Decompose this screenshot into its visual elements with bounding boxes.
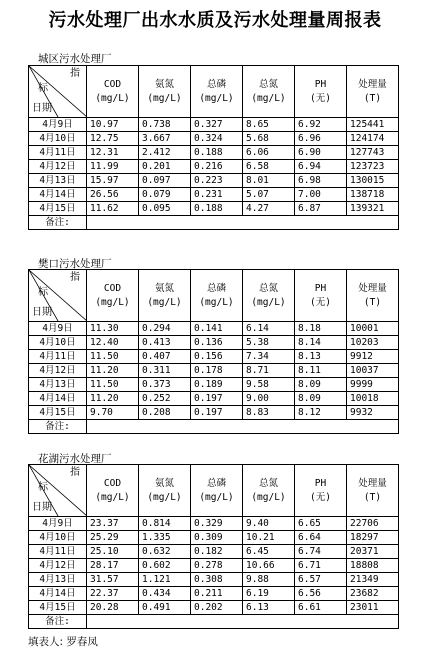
column-unit: (mg/L) bbox=[199, 296, 234, 308]
date-cell: 4月10日 bbox=[29, 132, 87, 146]
value-cell: 8.09 bbox=[295, 392, 347, 406]
table-row bbox=[29, 559, 399, 573]
table-header-row bbox=[29, 465, 399, 517]
value-cell: 28.17 bbox=[87, 559, 139, 573]
value-cell: 0.491 bbox=[139, 601, 191, 615]
value-cell: 0.178 bbox=[191, 364, 243, 378]
value-cell: 0.197 bbox=[191, 406, 243, 420]
value-cell: 10.21 bbox=[243, 531, 295, 545]
date-cell: 4月12日 bbox=[29, 160, 87, 174]
date-cell: 4月13日 bbox=[29, 174, 87, 188]
value-cell: 8.18 bbox=[295, 322, 347, 336]
value-cell: 23.37 bbox=[87, 517, 139, 531]
value-cell: 138718 bbox=[347, 188, 399, 202]
value-cell: 0.309 bbox=[191, 531, 243, 545]
date-cell: 4月15日 bbox=[29, 406, 87, 420]
corner-label-indicator: 指 bbox=[70, 272, 80, 283]
column-header bbox=[347, 465, 399, 517]
value-cell: 0.202 bbox=[191, 601, 243, 615]
value-cell: 25.29 bbox=[87, 531, 139, 545]
value-cell: 0.216 bbox=[191, 160, 243, 174]
column-header bbox=[87, 270, 139, 322]
value-cell: 6.74 bbox=[295, 545, 347, 559]
value-cell: 6.57 bbox=[295, 573, 347, 587]
value-cell: 6.90 bbox=[295, 146, 347, 160]
column-name: PH bbox=[314, 477, 327, 489]
value-cell: 0.327 bbox=[191, 118, 243, 132]
column-unit: (mg/L) bbox=[147, 296, 182, 308]
value-cell: 8.11 bbox=[295, 364, 347, 378]
corner-label-metric: 标 bbox=[38, 482, 48, 493]
table-row bbox=[29, 364, 399, 378]
date-cell: 4月12日 bbox=[29, 559, 87, 573]
value-cell: 0.602 bbox=[139, 559, 191, 573]
diagonal-header-cell bbox=[29, 66, 87, 118]
filled-by: 填表人: 罗春凤 bbox=[28, 636, 98, 648]
value-cell: 12.40 bbox=[87, 336, 139, 350]
column-name: 处理量 bbox=[358, 477, 387, 489]
value-cell: 20371 bbox=[347, 545, 399, 559]
value-cell: 5.07 bbox=[243, 188, 295, 202]
value-cell: 1.121 bbox=[139, 573, 191, 587]
value-cell: 0.211 bbox=[191, 587, 243, 601]
value-cell: 0.141 bbox=[191, 322, 243, 336]
column-header bbox=[191, 66, 243, 118]
value-cell: 8.01 bbox=[243, 174, 295, 188]
value-cell: 0.278 bbox=[191, 559, 243, 573]
value-cell: 0.201 bbox=[139, 160, 191, 174]
note-value bbox=[87, 420, 399, 434]
value-cell: 6.19 bbox=[243, 587, 295, 601]
table-row bbox=[29, 202, 399, 216]
value-cell: 0.434 bbox=[139, 587, 191, 601]
value-cell: 0.311 bbox=[139, 364, 191, 378]
note-label: 备注: bbox=[29, 420, 87, 434]
table-row bbox=[29, 573, 399, 587]
table-header-row bbox=[29, 66, 399, 118]
corner-label-indicator: 指 bbox=[70, 467, 80, 478]
column-unit: (无) bbox=[310, 296, 331, 308]
value-cell: 6.96 bbox=[295, 132, 347, 146]
value-cell: 6.92 bbox=[295, 118, 347, 132]
date-cell: 4月12日 bbox=[29, 364, 87, 378]
column-header bbox=[243, 270, 295, 322]
value-cell: 11.20 bbox=[87, 392, 139, 406]
value-cell: 0.197 bbox=[191, 392, 243, 406]
value-cell: 12.31 bbox=[87, 146, 139, 160]
column-header bbox=[87, 465, 139, 517]
value-cell: 2.412 bbox=[139, 146, 191, 160]
value-cell: 0.407 bbox=[139, 350, 191, 364]
column-header bbox=[243, 465, 295, 517]
column-name: COD bbox=[103, 282, 122, 294]
table-row bbox=[29, 406, 399, 420]
value-cell: 6.98 bbox=[295, 174, 347, 188]
table-row bbox=[29, 146, 399, 160]
table-row bbox=[29, 132, 399, 146]
column-header bbox=[191, 270, 243, 322]
value-cell: 3.667 bbox=[139, 132, 191, 146]
value-cell: 0.079 bbox=[139, 188, 191, 202]
date-cell: 4月11日 bbox=[29, 350, 87, 364]
column-name: 总磷 bbox=[206, 477, 226, 489]
value-cell: 9932 bbox=[347, 406, 399, 420]
value-cell: 11.50 bbox=[87, 350, 139, 364]
value-cell: 9.00 bbox=[243, 392, 295, 406]
value-cell: 8.83 bbox=[243, 406, 295, 420]
value-cell: 0.814 bbox=[139, 517, 191, 531]
value-cell: 1.335 bbox=[139, 531, 191, 545]
value-cell: 6.71 bbox=[295, 559, 347, 573]
value-cell: 7.34 bbox=[243, 350, 295, 364]
column-header bbox=[139, 66, 191, 118]
value-cell: 0.308 bbox=[191, 573, 243, 587]
value-cell: 0.223 bbox=[191, 174, 243, 188]
date-cell: 4月9日 bbox=[29, 118, 87, 132]
column-unit: (mg/L) bbox=[251, 296, 286, 308]
value-cell: 0.136 bbox=[191, 336, 243, 350]
column-unit: (mg/L) bbox=[147, 92, 182, 104]
value-cell: 0.182 bbox=[191, 545, 243, 559]
value-cell: 5.68 bbox=[243, 132, 295, 146]
table-row bbox=[29, 350, 399, 364]
value-cell: 6.56 bbox=[295, 587, 347, 601]
table-row bbox=[29, 378, 399, 392]
date-cell: 4月13日 bbox=[29, 573, 87, 587]
corner-label-metric: 标 bbox=[38, 287, 48, 298]
plant-table-block bbox=[28, 464, 398, 629]
date-cell: 4月14日 bbox=[29, 188, 87, 202]
value-cell: 0.294 bbox=[139, 322, 191, 336]
column-name: 总氮 bbox=[258, 477, 278, 489]
note-label: 备注: bbox=[29, 615, 87, 629]
column-unit: (mg/L) bbox=[95, 92, 130, 104]
value-cell: 0.738 bbox=[139, 118, 191, 132]
value-cell: 6.65 bbox=[295, 517, 347, 531]
value-cell: 23011 bbox=[347, 601, 399, 615]
value-cell: 9.88 bbox=[243, 573, 295, 587]
value-cell: 6.13 bbox=[243, 601, 295, 615]
value-cell: 0.095 bbox=[139, 202, 191, 216]
table-row bbox=[29, 336, 399, 350]
column-name: COD bbox=[103, 477, 122, 489]
plant-table-block bbox=[28, 269, 398, 434]
value-cell: 10037 bbox=[347, 364, 399, 378]
value-cell: 6.87 bbox=[295, 202, 347, 216]
table-row bbox=[29, 587, 399, 601]
value-cell: 0.329 bbox=[191, 517, 243, 531]
value-cell: 9.70 bbox=[87, 406, 139, 420]
column-unit: (无) bbox=[310, 491, 331, 503]
value-cell: 0.373 bbox=[139, 378, 191, 392]
column-name: COD bbox=[103, 78, 122, 90]
value-cell: 4.27 bbox=[243, 202, 295, 216]
value-cell: 11.50 bbox=[87, 378, 139, 392]
column-header bbox=[295, 66, 347, 118]
column-unit: (mg/L) bbox=[199, 491, 234, 503]
value-cell: 25.10 bbox=[87, 545, 139, 559]
value-cell: 20.28 bbox=[87, 601, 139, 615]
column-unit: (mg/L) bbox=[95, 296, 130, 308]
report-title: 污水处理厂出水水质及污水处理量周报表 bbox=[48, 10, 382, 31]
corner-label-date: 日期 bbox=[32, 502, 52, 513]
value-cell: 8.71 bbox=[243, 364, 295, 378]
value-cell: 6.45 bbox=[243, 545, 295, 559]
value-cell: 11.30 bbox=[87, 322, 139, 336]
value-cell: 11.20 bbox=[87, 364, 139, 378]
column-name: 处理量 bbox=[358, 78, 387, 90]
value-cell: 0.188 bbox=[191, 146, 243, 160]
column-header bbox=[87, 66, 139, 118]
column-unit: (T) bbox=[363, 92, 382, 104]
value-cell: 127743 bbox=[347, 146, 399, 160]
value-cell: 5.38 bbox=[243, 336, 295, 350]
value-cell: 0.231 bbox=[191, 188, 243, 202]
value-cell: 123723 bbox=[347, 160, 399, 174]
value-cell: 8.09 bbox=[295, 378, 347, 392]
column-name: 氨氮 bbox=[154, 78, 174, 90]
value-cell: 9.40 bbox=[243, 517, 295, 531]
value-cell: 0.208 bbox=[139, 406, 191, 420]
value-cell: 125441 bbox=[347, 118, 399, 132]
value-cell: 10.97 bbox=[87, 118, 139, 132]
plant-name: 樊口污水处理厂 bbox=[38, 258, 112, 270]
value-cell: 6.58 bbox=[243, 160, 295, 174]
value-cell: 139321 bbox=[347, 202, 399, 216]
water-quality-table bbox=[28, 65, 399, 230]
value-cell: 11.99 bbox=[87, 160, 139, 174]
column-header bbox=[347, 66, 399, 118]
value-cell: 0.188 bbox=[191, 202, 243, 216]
note-value bbox=[87, 216, 399, 230]
value-cell: 15.97 bbox=[87, 174, 139, 188]
value-cell: 0.252 bbox=[139, 392, 191, 406]
corner-label-metric: 标 bbox=[38, 83, 48, 94]
corner-label-date: 日期 bbox=[32, 103, 52, 114]
value-cell: 130015 bbox=[347, 174, 399, 188]
value-cell: 22706 bbox=[347, 517, 399, 531]
value-cell: 0.097 bbox=[139, 174, 191, 188]
corner-label-date: 日期 bbox=[32, 307, 52, 318]
note-label: 备注: bbox=[29, 216, 87, 230]
date-cell: 4月15日 bbox=[29, 601, 87, 615]
column-header bbox=[139, 465, 191, 517]
value-cell: 8.14 bbox=[295, 336, 347, 350]
value-cell: 18808 bbox=[347, 559, 399, 573]
column-name: 总氮 bbox=[258, 282, 278, 294]
table-row bbox=[29, 531, 399, 545]
note-row bbox=[29, 420, 399, 434]
plant-name: 城区污水处理厂 bbox=[38, 53, 112, 65]
column-unit: (mg/L) bbox=[251, 92, 286, 104]
value-cell: 22.37 bbox=[87, 587, 139, 601]
column-name: 总氮 bbox=[258, 78, 278, 90]
value-cell: 9912 bbox=[347, 350, 399, 364]
column-name: 处理量 bbox=[358, 282, 387, 294]
table-header-row bbox=[29, 270, 399, 322]
water-quality-table bbox=[28, 269, 399, 434]
value-cell: 8.65 bbox=[243, 118, 295, 132]
column-unit: (T) bbox=[363, 491, 382, 503]
value-cell: 6.14 bbox=[243, 322, 295, 336]
column-unit: (mg/L) bbox=[199, 92, 234, 104]
plant-name: 花湖污水处理厂 bbox=[38, 453, 112, 465]
table-row bbox=[29, 174, 399, 188]
value-cell: 8.12 bbox=[295, 406, 347, 420]
value-cell: 124174 bbox=[347, 132, 399, 146]
value-cell: 10001 bbox=[347, 322, 399, 336]
value-cell: 7.00 bbox=[295, 188, 347, 202]
date-cell: 4月11日 bbox=[29, 146, 87, 160]
table-row bbox=[29, 322, 399, 336]
value-cell: 12.75 bbox=[87, 132, 139, 146]
value-cell: 26.56 bbox=[87, 188, 139, 202]
column-name: 总磷 bbox=[206, 78, 226, 90]
note-row bbox=[29, 216, 399, 230]
value-cell: 9.58 bbox=[243, 378, 295, 392]
column-unit: (mg/L) bbox=[147, 491, 182, 503]
column-header bbox=[191, 465, 243, 517]
column-header bbox=[243, 66, 295, 118]
value-cell: 23682 bbox=[347, 587, 399, 601]
date-cell: 4月14日 bbox=[29, 392, 87, 406]
column-name: 氨氮 bbox=[154, 477, 174, 489]
date-cell: 4月9日 bbox=[29, 322, 87, 336]
date-cell: 4月9日 bbox=[29, 517, 87, 531]
column-header bbox=[139, 270, 191, 322]
table-row bbox=[29, 545, 399, 559]
note-value bbox=[87, 615, 399, 629]
note-row bbox=[29, 615, 399, 629]
value-cell: 10018 bbox=[347, 392, 399, 406]
value-cell: 18297 bbox=[347, 531, 399, 545]
table-row bbox=[29, 160, 399, 174]
plant-table-block bbox=[28, 65, 398, 230]
column-name: 总磷 bbox=[206, 282, 226, 294]
table-row bbox=[29, 517, 399, 531]
column-header bbox=[295, 270, 347, 322]
column-unit: (无) bbox=[310, 92, 331, 104]
value-cell: 31.57 bbox=[87, 573, 139, 587]
value-cell: 11.62 bbox=[87, 202, 139, 216]
table-row bbox=[29, 118, 399, 132]
date-cell: 4月13日 bbox=[29, 378, 87, 392]
column-name: PH bbox=[314, 78, 327, 90]
column-unit: (mg/L) bbox=[251, 491, 286, 503]
table-row bbox=[29, 392, 399, 406]
value-cell: 9999 bbox=[347, 378, 399, 392]
date-cell: 4月14日 bbox=[29, 587, 87, 601]
value-cell: 6.61 bbox=[295, 601, 347, 615]
corner-label-indicator: 指 bbox=[70, 68, 80, 79]
value-cell: 6.64 bbox=[295, 531, 347, 545]
date-cell: 4月10日 bbox=[29, 531, 87, 545]
column-unit: (T) bbox=[363, 296, 382, 308]
table-row bbox=[29, 601, 399, 615]
value-cell: 6.94 bbox=[295, 160, 347, 174]
value-cell: 0.632 bbox=[139, 545, 191, 559]
diagonal-header-cell bbox=[29, 465, 87, 517]
date-cell: 4月11日 bbox=[29, 545, 87, 559]
date-cell: 4月15日 bbox=[29, 202, 87, 216]
value-cell: 0.189 bbox=[191, 378, 243, 392]
diagonal-header-cell bbox=[29, 270, 87, 322]
value-cell: 0.324 bbox=[191, 132, 243, 146]
value-cell: 8.13 bbox=[295, 350, 347, 364]
value-cell: 21349 bbox=[347, 573, 399, 587]
column-unit: (mg/L) bbox=[95, 491, 130, 503]
value-cell: 10.66 bbox=[243, 559, 295, 573]
value-cell: 0.156 bbox=[191, 350, 243, 364]
value-cell: 10203 bbox=[347, 336, 399, 350]
date-cell: 4月10日 bbox=[29, 336, 87, 350]
column-name: 氨氮 bbox=[154, 282, 174, 294]
table-row bbox=[29, 188, 399, 202]
water-quality-table bbox=[28, 464, 399, 629]
value-cell: 0.413 bbox=[139, 336, 191, 350]
value-cell: 6.06 bbox=[243, 146, 295, 160]
column-header bbox=[347, 270, 399, 322]
column-header bbox=[295, 465, 347, 517]
column-name: PH bbox=[314, 282, 327, 294]
